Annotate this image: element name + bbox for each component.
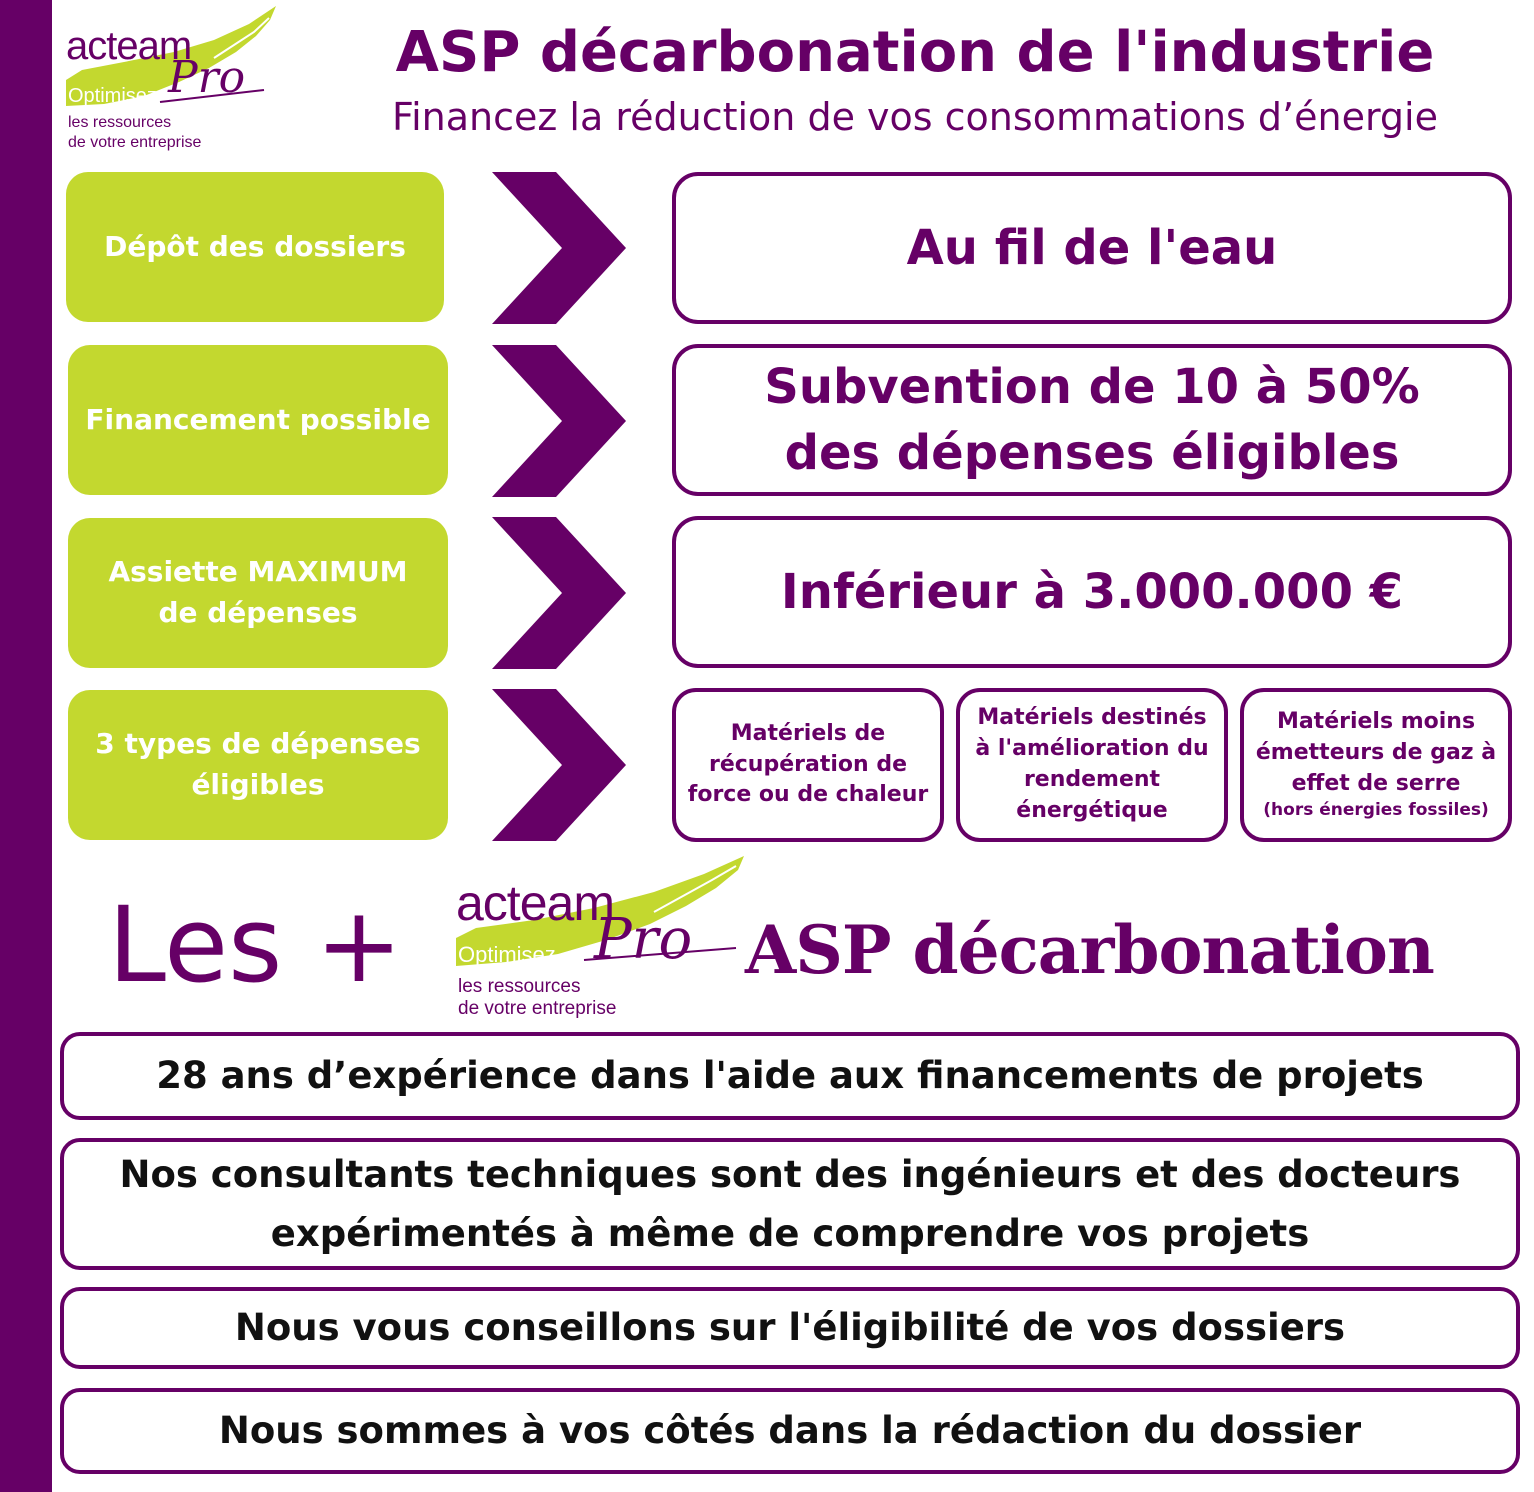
label-text-line1: Assiette MAXIMUM <box>108 555 408 589</box>
logo-pro: Pro <box>168 52 246 103</box>
label-text: Dépôt des dossiers <box>104 229 406 263</box>
logo-tagline-2: de votre entreprise <box>68 134 202 151</box>
logo-optimisez: Optimisez <box>68 85 157 107</box>
chevron-right-icon <box>492 517 628 669</box>
expense-line: rendement <box>1023 767 1161 792</box>
expense-line: énergétique <box>1016 797 1168 823</box>
expense-type-recuperation <box>672 688 944 842</box>
label-assiette-maximum <box>68 518 448 668</box>
page-title: ASP décarbonation de l'industrie <box>395 20 1435 85</box>
expense-line: force ou de chaleur <box>687 782 929 808</box>
chevron-right-icon <box>492 172 628 324</box>
page-subtitle: Financez la réduction de vos consommations d’énergie <box>392 95 1438 139</box>
expense-line: Matériels moins <box>1276 708 1476 734</box>
value-text: Inférieur à 3.000.000 € <box>780 563 1404 620</box>
expense-type-rendement <box>956 688 1228 842</box>
advantage-text-line1: Nos consultants techniques sont des ingénieurs et des docteurs <box>119 1152 1461 1196</box>
label-types-depenses <box>68 690 448 840</box>
label-financement-possible <box>68 345 448 495</box>
advantage-eligibilite <box>60 1287 1520 1369</box>
asp-decarbonation-heading: ASP décarbonation <box>745 911 1434 989</box>
acteam-logo-middle <box>454 856 754 1021</box>
expense-line: Matériels de <box>730 720 886 746</box>
advantage-text: 28 ans d’expérience dans l'aide aux financements de projets <box>156 1054 1424 1098</box>
expense-line: effet de serre <box>1291 770 1461 796</box>
logo-tagline-1: les ressources <box>458 976 581 997</box>
label-text-line2: éligibles <box>191 768 325 801</box>
label-text-line2: de dépenses <box>158 596 358 629</box>
value-text: Au fil de l'eau <box>906 219 1278 276</box>
chevron-right-icon <box>492 345 628 497</box>
chevron-right-icon <box>492 689 628 841</box>
value-text-line2: des dépenses éligibles <box>784 425 1400 481</box>
label-depot-dossiers <box>66 172 444 322</box>
advantage-experience <box>60 1032 1520 1120</box>
label-text: Financement possible <box>85 402 431 436</box>
value-assiette-maximum <box>672 516 1512 668</box>
les-plus-heading: Les + <box>108 884 403 1006</box>
logo-optimisez: Optimisez <box>458 942 556 967</box>
logo-pro: Pro <box>594 907 693 972</box>
expense-line: récupération de <box>709 751 907 777</box>
logo-tagline-2: de votre entreprise <box>458 998 617 1019</box>
advantage-text: Nous sommes à vos côtés dans la rédaction du dossier <box>218 1409 1362 1453</box>
acteam-logo-top <box>64 6 284 156</box>
advantage-consultants <box>60 1138 1520 1270</box>
advantage-redaction <box>60 1388 1520 1474</box>
value-financement-possible <box>672 344 1512 496</box>
expense-line: à l'amélioration du <box>975 736 1209 762</box>
left-accent-bar <box>0 0 52 1492</box>
expense-line: émetteurs de gaz à <box>1255 739 1497 765</box>
logo-tagline-1: les ressources <box>68 114 172 131</box>
logo-brand: acteam <box>66 24 192 68</box>
logo-brand: acteam <box>456 875 614 931</box>
value-text-line1: Subvention de 10 à 50% <box>764 358 1420 415</box>
advantage-text: Nous vous conseillons sur l'éligibilité de vos dossiers <box>234 1306 1346 1350</box>
advantage-text-line2: expérimentés à même de comprendre vos projets <box>270 1212 1310 1255</box>
expense-line: Matériels destinés <box>977 705 1207 731</box>
label-text-line1: 3 types de dépenses <box>95 727 421 761</box>
value-depot-dossiers <box>672 172 1512 324</box>
expense-type-gaz-serre <box>1240 688 1512 842</box>
expense-note: (hors énergies fossiles) <box>1263 800 1489 821</box>
